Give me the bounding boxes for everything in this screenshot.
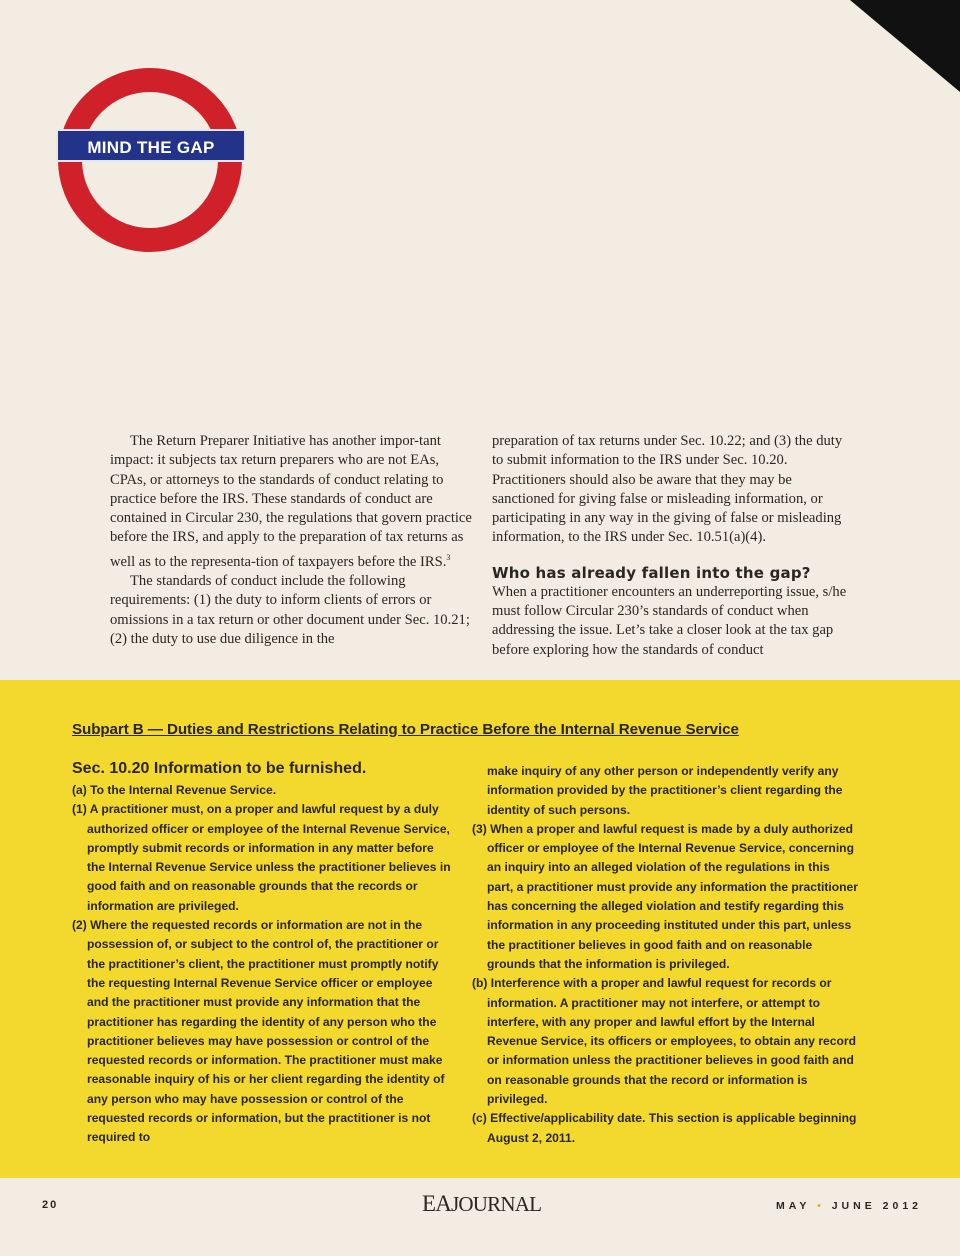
article-paragraph: The standards of conduct include the following requirements: (1) the duty to inform clients of errors or omissions in a tax return or other document under Sec. 10.21; (2) the duty to use due diligence in the (110, 572, 470, 647)
mind-the-gap-label: MIND THE GAP (56, 129, 246, 162)
corner-tab (850, 0, 960, 92)
sidebar-section-title: Sec. 10.20 Information to be furnished. (72, 760, 367, 777)
sidebar-paragraph: (3) When a proper and lawful request is made by a duly authorized officer or employee of the Internal Revenue Service, concerning an inquiry into an alleged violation of the regulations in this part, a practitioner must provide any information the practitioner has concerning the alleged violation and testify regarding this information in any proceeding instituted under this part, unless the practitioner believes in good faith and on reasonable grounds that the information is privileged. (472, 821, 858, 971)
article-paragraph: The Return Preparer Initiative has another impor-tant impact: it subjects tax return preparers who are not EAs, CPAs, or attorneys to the standards of conduct relating to practice before the IRS. These standards of conduct are contained in Circular 230, the regulations that govern practice before the IRS, and apply to the preparation of tax returns as well as to the representa-tion of taxpayers before the IRS.$^3$ (110, 433, 472, 570)
sidebar-paragraph: (c) Effective/applicability date. This section is applicable beginning August 2, 2011. (472, 1111, 857, 1145)
article-left-column (110, 432, 478, 649)
sidebar-paragraph: (1) A practitioner must, on a proper and lawful request by a duly authorized officer or employee of the Internal Revenue Service, promptly submit records or information in any matter before the Internal Revenue Service unless the practitioner believes in good faith and on reasonable grounds that the records or information are privileged. (72, 802, 451, 913)
sidebar-paragraph: (b) Interference with a proper and lawful request for records or information. A practitioner may not interfere, or attempt to interfere, with any proper and lawful effort by the Internal Revenue Service, its officers or employees, to obtain any record or information unless the practitioner believes in good faith and on reasonable grounds that the record or information is privileged. (472, 976, 856, 1107)
issue-date: MAY • JUNE 2012 (776, 1200, 923, 1212)
footnote-ref: 3 (446, 552, 451, 562)
sidebar-left-column (72, 781, 452, 1148)
article-paragraph: preparation of tax returns under Sec. 10.22; and (3) the duty to submit information to the IRS under Sec. 10.20. Practitioners should also be aware that they may be sanctioned for giving false or misleading information, or participating in any way in the giving of false or misleading information, to the IRS under Sec. 10.51(a)(4). (492, 433, 843, 546)
section-heading: Who has already fallen into the gap? (492, 563, 811, 582)
article-right-column (492, 432, 848, 660)
page-number: 20 (42, 1199, 59, 1211)
sidebar-paragraph: (a) To the Internal Revenue Service. (72, 783, 277, 797)
sidebar-paragraph: make inquiry of any other person or independently verify any information provided by the practitioner’s client regarding the identity of such persons. (487, 764, 843, 817)
journal-logo: EAJOURNAL (422, 1191, 542, 1216)
page-footer (0, 1178, 960, 1256)
article-paragraph: When a practitioner encounters an underreporting issue, s/he must follow Circular 230’s standards of conduct when addressing the issue. Let’s take a closer look at the tax gap before exploring how the standards of conduct (492, 583, 847, 658)
sidebar-right-column (472, 762, 858, 1148)
sidebar-paragraph: (2) Where the requested records or information are not in the possession of, or subject to the control of, the practitioner or the practitioner’s client, the practitioner must promptly notify the requesting Internal Revenue Service officer or employee and the practitioner must provide any information that the practitioner has regarding the identity of any person who the practitioner believes may have possession or control of the requested records or information. The practitioner must make reasonable inquiry of his or her client regarding the identity of any person who may have possession or control of the requested records or information, but the practitioner is not required to (72, 918, 445, 1145)
sidebar-title: Subpart B — Duties and Restrictions Relating to Practice Before the Internal Revenue Service (72, 721, 739, 738)
